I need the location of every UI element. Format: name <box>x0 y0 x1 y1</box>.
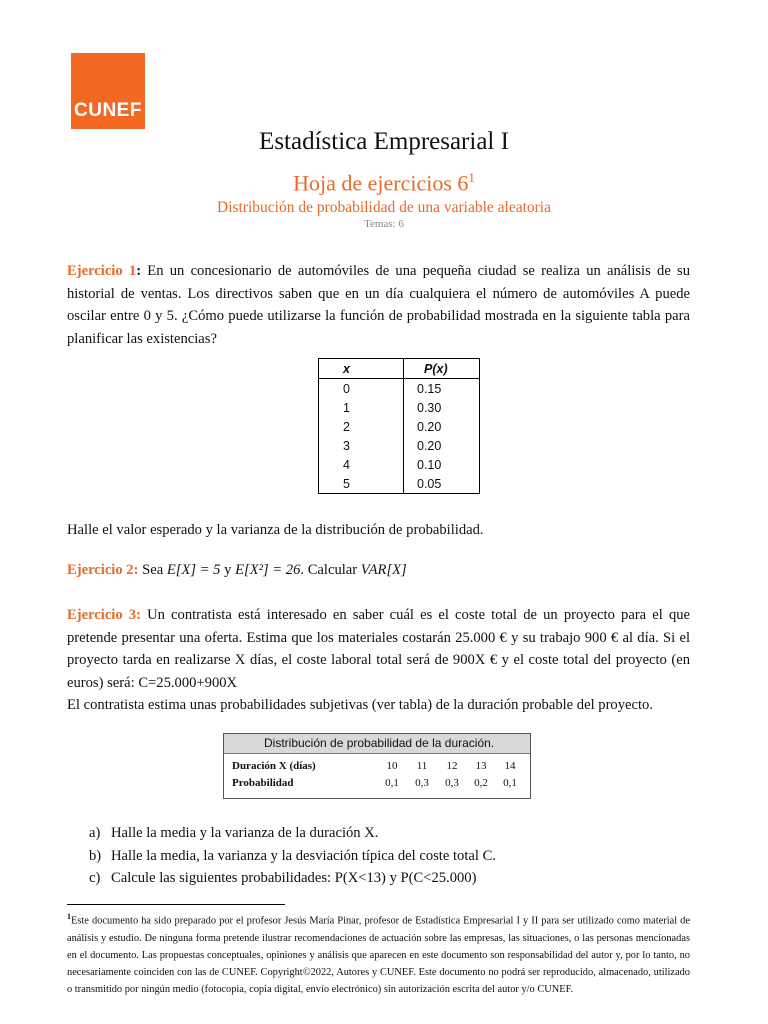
duration-table <box>223 733 531 799</box>
item-text: Halle la media y la varianza de la duración X. <box>111 825 379 841</box>
probability-row <box>232 775 522 791</box>
footnote <box>67 908 690 998</box>
document-subtitle <box>0 170 768 196</box>
list-item <box>89 867 496 890</box>
exercise-3-label: Ejercicio 3: <box>67 607 141 623</box>
table-cell-px: 0.30 <box>404 398 480 417</box>
duration-value: 14 <box>504 760 516 772</box>
exercise-2-sea: Sea <box>142 562 164 578</box>
exercise-2 <box>67 559 690 582</box>
table-row <box>319 417 480 436</box>
table-row <box>319 474 480 494</box>
table-header-row <box>319 359 480 379</box>
table-cell-x: 2 <box>319 417 404 436</box>
exercise-2-calc: . Calcular <box>300 562 358 578</box>
duration-row <box>232 758 522 774</box>
probability-table <box>318 358 480 494</box>
probability-value: 0,1 <box>503 777 517 789</box>
exercise-3-text: Un contratista está interesado en saber cuál es el coste total de un proyecto para el que pretende presentar una oferta. Estima que los materiales costarán 25.000 € y su trabajo 900 € al día. Si el proyecto tarda en realizarse X días, el coste laboral total será de 900X € y el coste total del proyecto (en euros) será: C=25.000+900X <box>67 607 691 691</box>
probability-value: 0,1 <box>385 777 399 789</box>
item-text: Halle la media, la varianza y la desviación típica del coste total C. <box>111 847 496 864</box>
duration-table-title: Distribución de probabilidad de la duración. <box>224 734 530 754</box>
item-letter: a) <box>89 825 101 841</box>
exercise-1-text: En un concesionario de automóviles de una pequeña ciudad se realiza un análisis de su historial de ventas. Los directivos saben que en un día cualquiera el número de automóviles A puede oscilar entre 0 y 5. ¿Cómo puede utilizarse la función de probabilidad mostrada en la siguiente tabla para planificar las existencias? <box>67 263 691 347</box>
footnote-ref[interactable]: 1 <box>468 170 475 185</box>
cunef-logo <box>71 53 145 129</box>
exercise-2-and: y <box>224 562 232 578</box>
duration-value: 12 <box>446 760 458 772</box>
exercise-2-variance: VAR[X] <box>360 562 407 578</box>
table-header-px: P(x) <box>404 359 480 379</box>
exercise-2-label: Ejercicio 2: <box>67 562 139 578</box>
exercise-1-question: Halle el valor esperado y la varianza de la distribución de probabilidad. <box>67 522 484 538</box>
table-cell-px: 0.20 <box>404 417 480 436</box>
duration-value: 13 <box>475 760 487 772</box>
duration-value: 11 <box>416 760 428 772</box>
exercise-3 <box>67 604 690 717</box>
table-cell-px: 0.20 <box>404 436 480 455</box>
table-header-x: x <box>319 359 404 379</box>
footnote-text: Este documento ha sido preparado por el profesor Jesús María Pinar, profesor de Estadística Empresarial I y II para ser utilizado como material de análisis y estudio. De ninguna forma pretende ilustrar recomendaciones de actuación sobre las empresas, las situaciones, o las personas mencionadas en el documento. Las propuestas conceptuales, opiniones y análisis que aparecen en este documento son responsabilidad del autor y, por lo tanto, no necesariamente coinciden con las de CUNEF. Copyright©2022, Autores y CUNEF. Este documento no podrá ser reproducido, almacenado, utilizado o transmitido por ningún medio (fotocopia, copia digital, envío electrónico) sin autorización escrita del autor y/o CUNEF. <box>67 915 690 996</box>
duration-row-label: Duración X (días) <box>232 760 316 772</box>
table-cell-px: 0.05 <box>404 474 480 494</box>
document-topic: Distribución de probabilidad de una variable aleatoria <box>217 199 551 216</box>
probability-value: 0,2 <box>474 777 488 789</box>
exercise-1: Ejercicio 1: En un concesionario de automóviles de una pequeña ciudad se realiza un análisis de su historial de ventas. Los directivos saben que en un día cualquiera el número de automóviles A puede oscilar entre 0 y 5. ¿Cómo puede utilizarse la función de probabilidad mostrada en la siguiente tabla para planificar las existencias? <box>67 263 691 347</box>
table-cell-x: 5 <box>319 474 404 494</box>
temas-label: Temas: 6 <box>364 218 404 230</box>
item-letter: b) <box>89 847 102 864</box>
probability-value: 0,3 <box>415 777 429 789</box>
exercise-3-text-2: El contratista estima unas probabilidades subjetivas (ver tabla) de la duración probable del proyecto. <box>67 697 653 713</box>
logo-text: CUNEF <box>74 100 142 121</box>
list-item <box>89 845 496 868</box>
subtitle-text: Hoja de ejercicios 6 <box>293 170 469 196</box>
item-text: Calcule las siguientes probabilidades: P(X<13) y P(C<25.000) <box>111 870 477 886</box>
table-cell-px: 0.10 <box>404 455 480 474</box>
table-cell-x: 4 <box>319 455 404 474</box>
table-cell-x: 0 <box>319 379 404 399</box>
table-row <box>319 398 480 417</box>
document-title: Estadística Empresarial I <box>259 128 509 155</box>
footnote-divider <box>67 904 285 905</box>
table-row <box>319 379 480 399</box>
list-item <box>89 822 496 845</box>
table-row <box>319 455 480 474</box>
item-letter: c) <box>89 870 101 886</box>
exercise-3-items <box>89 822 496 890</box>
exercise-2-second-moment: E[X²] = 26 <box>235 562 301 578</box>
probability-row-label: Probabilidad <box>232 777 294 789</box>
footnote-mark: 1 <box>67 912 71 921</box>
table-cell-px: 0.15 <box>404 379 480 399</box>
table-cell-x: 1 <box>319 398 404 417</box>
probability-value: 0,3 <box>445 777 459 789</box>
exercise-2-expectation: E[X] = 5 <box>166 562 221 578</box>
duration-value: 10 <box>386 760 398 772</box>
table-row <box>319 436 480 455</box>
exercise-1-label: Ejercicio 1 <box>67 263 137 279</box>
table-cell-x: 3 <box>319 436 404 455</box>
